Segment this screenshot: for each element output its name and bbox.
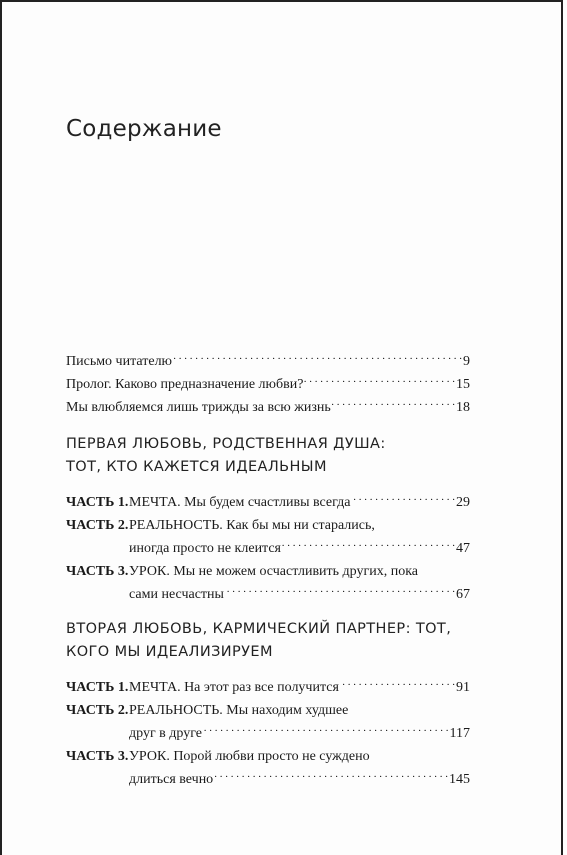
part-title: УРОК. Мы не можем осчастливить других, пока xyxy=(129,564,419,579)
toc-entry-text: Письмо читателю xyxy=(66,354,173,369)
section-heading-first-love[interactable] xyxy=(66,433,470,479)
section-heading-second-love[interactable] xyxy=(66,618,470,664)
page-title: Содержание xyxy=(66,116,222,142)
section-heading-line: ВТОРАЯ ЛЮБОВЬ, КАРМИЧЕСКИЙ ПАРТНЕР: ТОТ, xyxy=(66,621,452,637)
part-title: МЕЧТА. Мы будем счастливы всегда xyxy=(129,495,351,510)
toc-page-number: 91 xyxy=(456,680,470,695)
toc-page-number: 9 xyxy=(463,354,470,369)
toc-part-1-3[interactable] xyxy=(66,560,470,606)
toc-entry-text: Пролог. Каково предназначение любви? xyxy=(66,377,304,392)
section-2-parts xyxy=(66,676,470,791)
part-label: ЧАСТЬ 2. xyxy=(66,518,129,533)
dot-leader xyxy=(282,538,455,552)
section-heading-line: ТОТ, КТО КАЖЕТСЯ ИДЕАЛЬНЫМ xyxy=(66,459,327,475)
toc-entry-three-loves[interactable] xyxy=(66,396,470,419)
section-1-parts xyxy=(66,491,470,606)
part-title-continuation: сами несчастны xyxy=(129,587,224,602)
part-title-continuation: длиться вечно xyxy=(129,772,214,787)
toc-page-number: 47 xyxy=(456,541,470,556)
part-label: ЧАСТЬ 3. xyxy=(66,749,129,764)
part-title: УРОК. Порой любви просто не суждено xyxy=(129,749,370,764)
part-title-continuation: друг в друге xyxy=(129,726,203,741)
toc-part-2-2[interactable] xyxy=(66,699,470,745)
part-title: РЕАЛЬНОСТЬ. Как бы мы ни старались, xyxy=(129,518,375,533)
toc-part-2-1[interactable] xyxy=(66,676,470,699)
toc-page-number: 145 xyxy=(449,772,470,787)
dot-leader xyxy=(332,397,455,411)
toc-entry-letter[interactable] xyxy=(66,350,470,373)
dot-leader xyxy=(225,584,455,598)
part-title-continuation: иногда просто не клеится xyxy=(129,541,281,556)
dot-leader xyxy=(203,723,449,737)
part-label: ЧАСТЬ 1. xyxy=(66,680,129,695)
dot-leader xyxy=(304,374,455,388)
toc-page-number: 117 xyxy=(449,726,470,741)
section-heading-line: КОГО МЫ ИДЕАЛИЗИРУЕМ xyxy=(66,644,273,660)
toc-part-2-3[interactable] xyxy=(66,745,470,791)
part-title: РЕАЛЬНОСТЬ. Мы находим худшее xyxy=(129,703,349,718)
toc-page-number: 29 xyxy=(456,495,470,510)
toc-page-number: 18 xyxy=(456,400,470,415)
toc-entry-text: Мы влюбляемся лишь трижды за всю жизнь xyxy=(66,400,331,415)
toc-entry-prologue[interactable] xyxy=(66,373,470,396)
toc-page-number: 67 xyxy=(456,587,470,602)
section-heading-line: ПЕРВАЯ ЛЮБОВЬ, РОДСТВЕННАЯ ДУША: xyxy=(66,436,386,452)
part-title: МЕЧТА. На этот раз все получится xyxy=(129,680,339,695)
dot-leader xyxy=(352,492,456,506)
table-of-contents xyxy=(66,350,470,791)
toc-part-1-2[interactable] xyxy=(66,514,470,560)
part-label: ЧАСТЬ 3. xyxy=(66,564,129,579)
dot-leader xyxy=(340,677,455,691)
part-label: ЧАСТЬ 1. xyxy=(66,495,129,510)
part-label: ЧАСТЬ 2. xyxy=(66,703,129,718)
toc-part-1-1[interactable] xyxy=(66,491,470,514)
toc-page-number: 15 xyxy=(456,377,470,392)
dot-leader xyxy=(214,769,448,783)
dot-leader xyxy=(173,351,462,365)
